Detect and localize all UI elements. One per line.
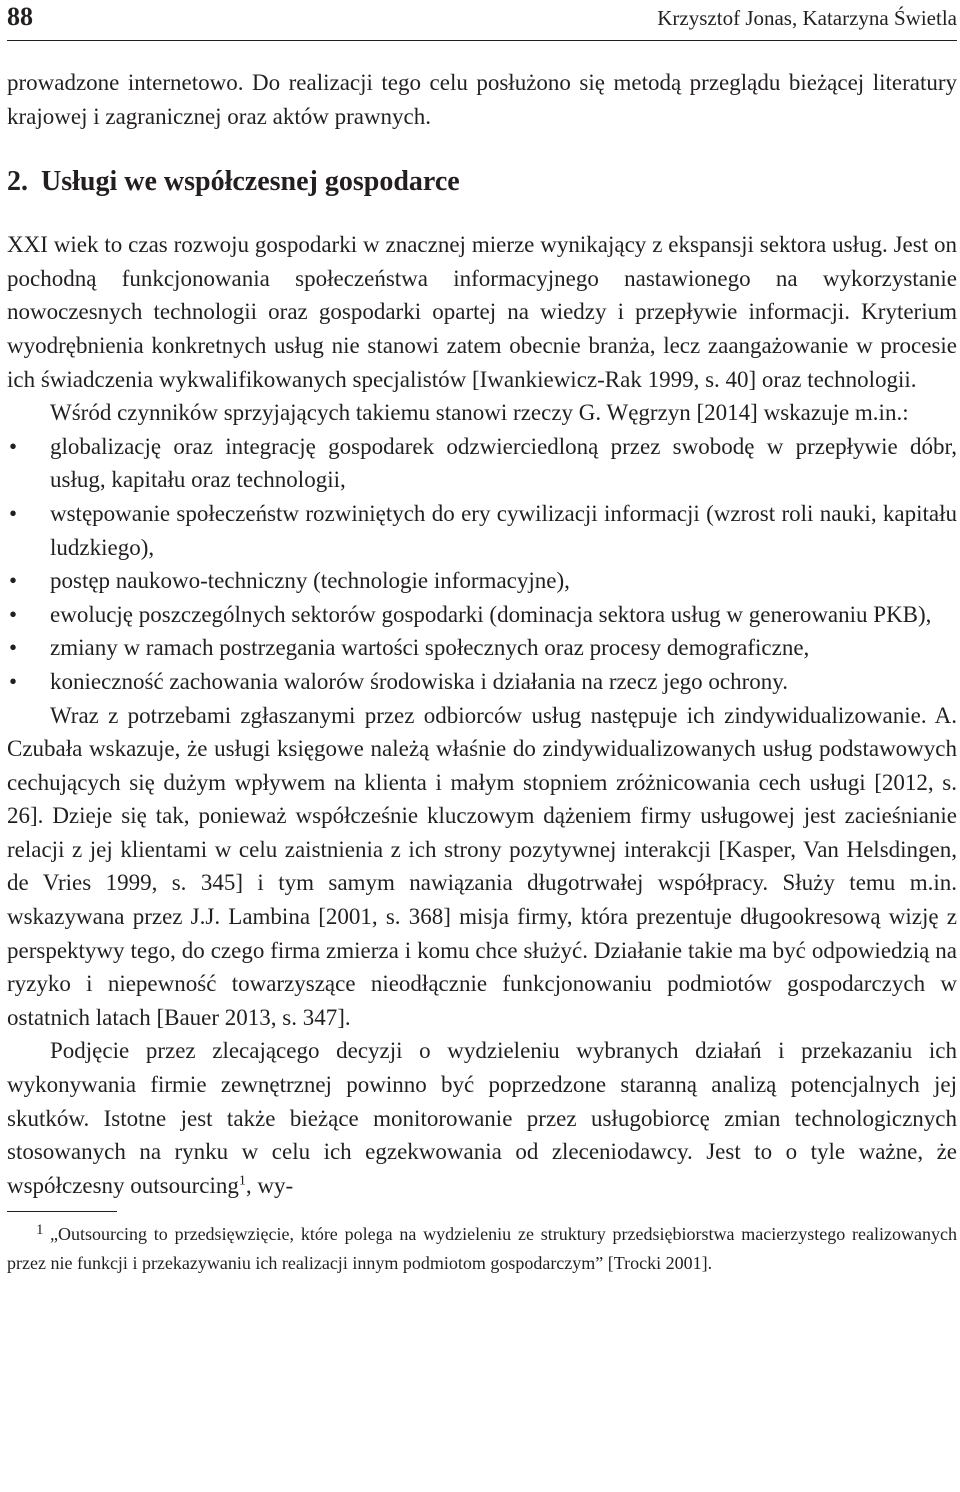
factor-list (7, 430, 957, 699)
bullet-icon: • (9, 635, 18, 661)
list-item-text: wstępowanie społeczeństw rozwiniętych do ery cywilizacji informacji (wzrost roli nauki, kapitału ludzkiego), (50, 500, 957, 560)
list-item (7, 598, 957, 632)
page-number: 88 (7, 2, 33, 31)
paragraph: Wraz z potrzebami zgłaszanymi przez odbiorców usług następuje ich zindywidualizowanie. A. Czubała wskazuje, że usługi księgowe należą właśnie do zindywidualizowanych usług podstawowych cechujących się dużym wpływem na klienta i małym stopniem zróżnicowania cech usługi [2012, s. 26]. Dzieje się tak, ponieważ współcześnie kluczowym dążeniem firmy usługowej jest zacieśnianie relacji z jej klientami w celu zaistnienia z ich strony pozytywnej interakcji [Kasper, Van Helsdingen, de Vries 1999, s. 345] i tym samym nawiązania długotrwałej współpracy. Służy temu m.in. wskazywana przez J.J. Lambina [2001, s. 368] misja firmy, która prezentuje długookresową wizję z perspektywy tego, do czego firma zmierza i komu chce służyć. Działanie takie ma być odpowiedzią na ryzyko i niepewność towarzyszące nieodłącznie funkcjonowaniu podmiotów gospodarczych w ostatnich latach [Bauer 2013, s. 347]. (7, 702, 957, 1030)
bullet-icon: • (9, 568, 18, 594)
running-header (7, 0, 957, 41)
list-item-text: ewolucję poszczególnych sektorów gospodarki (dominacja sektora usług w generowaniu PKB), (50, 601, 932, 627)
list-item (7, 430, 957, 497)
paragraph: Wśród czynników sprzyjających takiemu stanowi rzeczy G. Węgrzyn [2014] wskazuje m.in.: (50, 400, 909, 426)
bullet-icon: • (9, 668, 18, 694)
list-item-text: konieczność zachowania walorów środowiska i działania na rzecz jego ochrony. (50, 668, 789, 694)
list-item (7, 497, 957, 564)
bullet-icon: • (9, 433, 18, 459)
footnote-text: „Outsourcing to przedsięwzięcie, które polega na wydzieleniu ze struktury przedsiębiorstwa macierzystego realizowanych przez nie funkcji i przekazywaniu ich realizacji innym podmiotom gospodarczym” [Trocki 2001]. (7, 1224, 957, 1274)
section-number: 2. (7, 166, 28, 198)
footnote-separator (7, 1211, 117, 1212)
book-page (7, 0, 957, 1278)
paragraph-text: Podjęcie przez zlecającego decyzji o wydzieleniu wybranych działań i przekazaniu ich wykonywania firmie zewnętrznej powinno być poprzedzone staranną analizą potencjalnych jej skutków. Istotne jest także bieżące monitorowanie przez usługobiorcę zmian technologicznych stosowanych na rynku w celu ich egzekwowania od zleceniodawcy. Jest to o tyle ważne, że współczesny outsourcing (7, 1038, 957, 1198)
main-text (7, 66, 957, 1202)
footnote-mark: 1 (36, 1222, 44, 1239)
paragraph (7, 1034, 957, 1202)
list-item (7, 631, 957, 665)
paragraph-text-end: , wy- (245, 1172, 294, 1198)
list-item (7, 665, 957, 699)
footnote-reference[interactable]: 1 (238, 1173, 246, 1189)
bullet-icon: • (9, 500, 18, 526)
list-item-text: zmiany w ramach postrzegania wartości społecznych oraz procesy demograficzne, (50, 635, 810, 661)
continuation-paragraph: prowadzone internetowo. Do realizacji tego celu posłużono się metodą przeglądu bieżącej literatury krajowej i zagranicznej oraz aktów prawnych. (7, 70, 957, 129)
running-head-authors: Krzysztof Jonas, Katarzyna Świetla (657, 6, 957, 30)
section-title: Usługi we współczesnej gospodarce (41, 166, 460, 198)
list-item (7, 564, 957, 598)
footnote (7, 1220, 957, 1278)
paragraph: XXI wiek to czas rozwoju gospodarki w znacznej mierze wynikający z ekspansji sektora usług. Jest on pochodną funkcjonowania społeczeństwa informacyjnego nastawionego na wykorzystanie nowoczesnych technologii oraz gospodarki opartej na wiedzy i przepływie informacji. Kryterium wyodrębnienia konkretnych usług nie stanowi zatem obecnie branża, lecz zaangażowanie w procesie ich świadczenia wykwalifikowanych specjalistów [Iwankiewicz-Rak 1999, s. 40] oraz technologii. (7, 232, 957, 392)
section-heading (7, 162, 957, 202)
list-item-text: postęp naukowo-techniczny (technologie informacyjne), (50, 568, 570, 594)
list-item-text: globalizację oraz integrację gospodarek odzwierciedloną przez swobodę w przepływie dóbr, usług, kapitału oraz technologii, (50, 433, 957, 493)
bullet-icon: • (9, 601, 18, 627)
